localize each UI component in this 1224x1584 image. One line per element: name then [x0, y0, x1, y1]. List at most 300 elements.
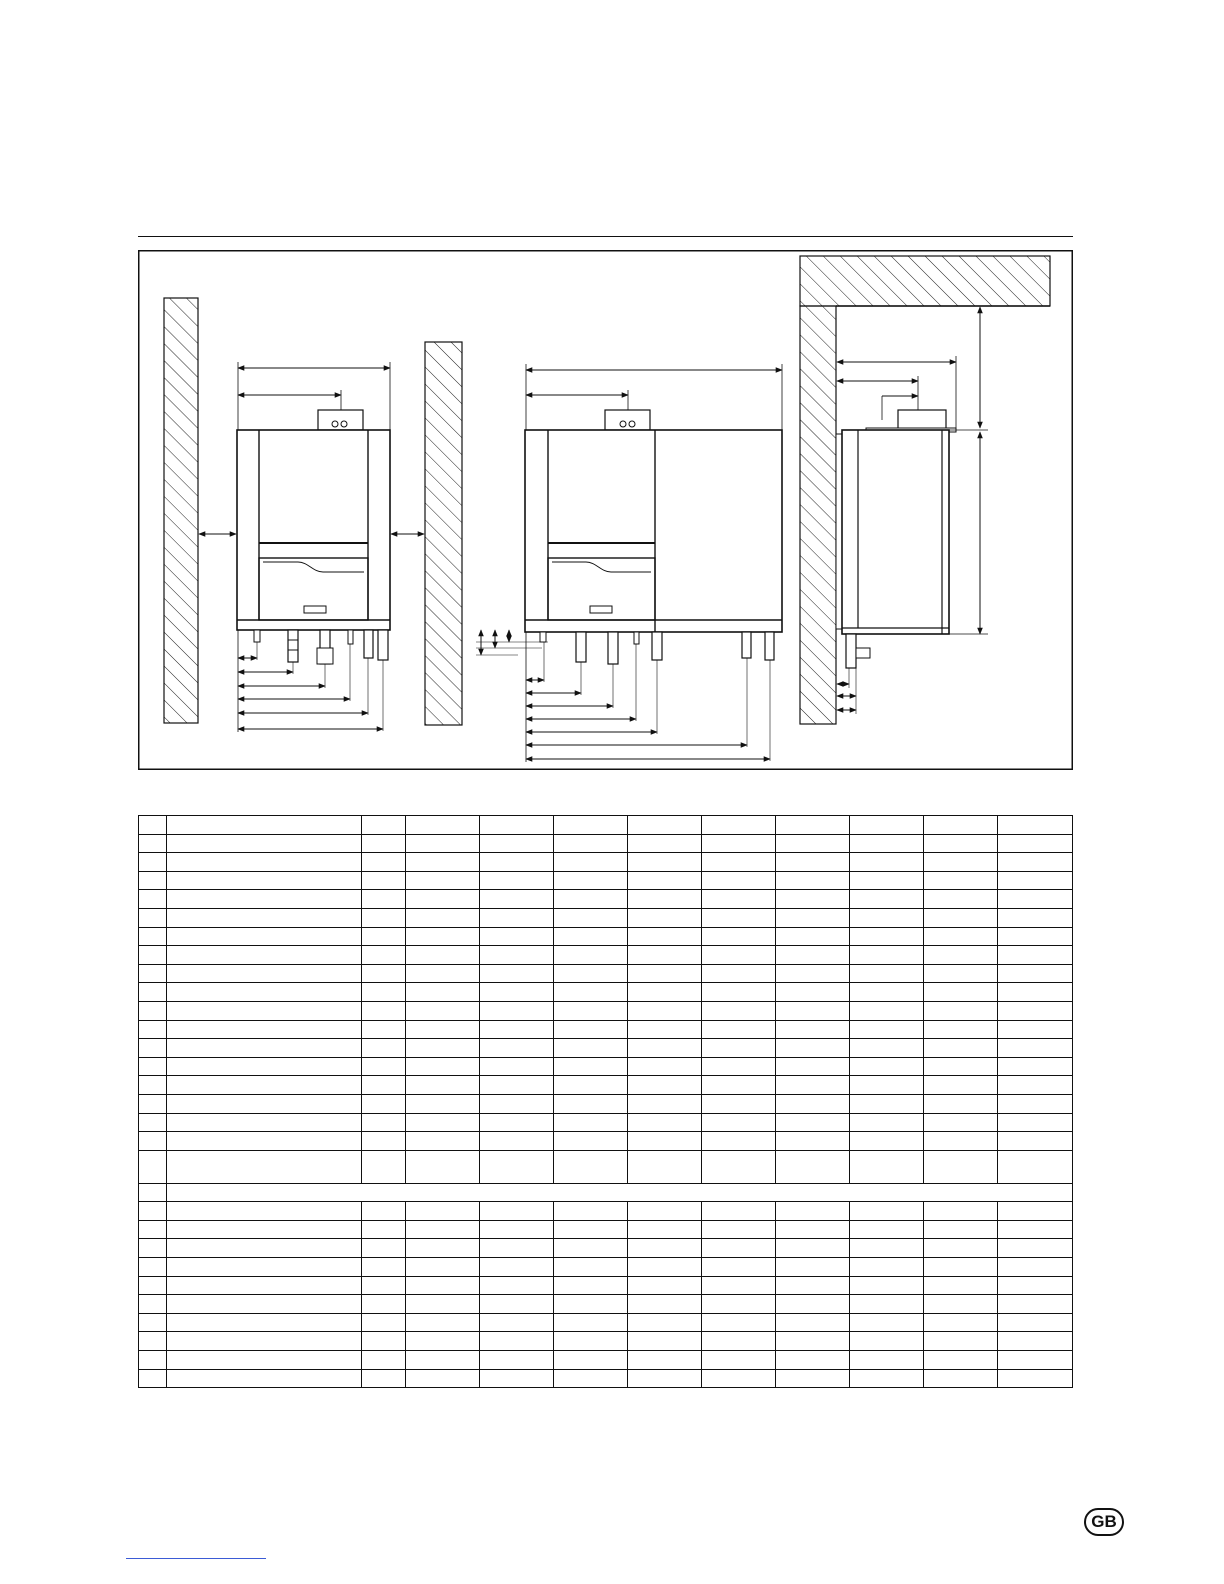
table-cell [554, 1150, 628, 1183]
table-cell [480, 1332, 554, 1351]
table-cell [362, 834, 406, 853]
table-row [139, 890, 1073, 909]
top-rule [138, 236, 1073, 237]
flue-collar-3 [898, 410, 946, 430]
table-cell [554, 908, 628, 927]
table-cell [139, 1020, 167, 1039]
table-cell [362, 1150, 406, 1183]
table-cell [554, 834, 628, 853]
table-cell [998, 1332, 1073, 1351]
table-cell [628, 1313, 702, 1332]
table-row [139, 1369, 1073, 1388]
table-row [139, 816, 1073, 835]
left-wall [164, 298, 198, 723]
table-row [139, 1057, 1073, 1076]
table-cell [850, 1076, 924, 1095]
table-row [139, 1113, 1073, 1132]
table-cell [628, 1369, 702, 1388]
table-cell [628, 1276, 702, 1295]
table-cell [139, 871, 167, 890]
table-cell [998, 964, 1073, 983]
table-cell [628, 1351, 702, 1370]
table-cell [167, 1150, 362, 1183]
table-cell [998, 1076, 1073, 1095]
table-cell [167, 927, 362, 946]
table-cell [924, 1202, 998, 1221]
table-cell [139, 1113, 167, 1132]
table-cell [554, 1039, 628, 1058]
table-cell [924, 834, 998, 853]
table-cell [167, 1020, 362, 1039]
table-cell [554, 1094, 628, 1113]
table-cell [406, 946, 480, 965]
table-cell [362, 964, 406, 983]
table-cell [850, 890, 924, 909]
table-cell [702, 1057, 776, 1076]
table-cell [139, 834, 167, 853]
table-cell [362, 1001, 406, 1020]
table-cell [554, 964, 628, 983]
table-cell [554, 816, 628, 835]
table-cell [776, 1076, 850, 1095]
table-row [139, 1150, 1073, 1183]
table-cell [850, 871, 924, 890]
table-cell [139, 1239, 167, 1258]
table-cell [167, 1094, 362, 1113]
table-cell [628, 834, 702, 853]
table-cell [776, 1113, 850, 1132]
table-cell [480, 1020, 554, 1039]
flue-collar [318, 410, 363, 430]
table-cell [554, 1132, 628, 1151]
table-cell [139, 964, 167, 983]
table-cell [362, 1202, 406, 1221]
table-cell [924, 1295, 998, 1314]
table-cell [139, 1295, 167, 1314]
table-cell [362, 927, 406, 946]
table-cell [139, 1150, 167, 1183]
table-cell [850, 1001, 924, 1020]
table-cell [362, 1132, 406, 1151]
table-cell [998, 1276, 1073, 1295]
table-cell [554, 1202, 628, 1221]
table-cell [702, 1276, 776, 1295]
table-cell [998, 946, 1073, 965]
table-cell [776, 1313, 850, 1332]
table-cell [924, 853, 998, 872]
table-cell [776, 946, 850, 965]
table-cell [776, 1001, 850, 1020]
table-cell [362, 1313, 406, 1332]
table-cell [998, 1295, 1073, 1314]
table-cell [998, 1369, 1073, 1388]
table-cell [924, 1258, 998, 1277]
table-cell [480, 890, 554, 909]
table-row [139, 983, 1073, 1002]
table-cell [850, 1369, 924, 1388]
table-cell [167, 946, 362, 965]
table-cell [362, 1369, 406, 1388]
table-cell [480, 1132, 554, 1151]
table-cell [167, 1057, 362, 1076]
table-cell [554, 890, 628, 909]
table-cell [850, 908, 924, 927]
table-cell [406, 1220, 480, 1239]
table-cell [998, 927, 1073, 946]
table-cell [924, 1369, 998, 1388]
table-cell [362, 1094, 406, 1113]
table-cell [554, 1220, 628, 1239]
table-cell [998, 1020, 1073, 1039]
table-cell [776, 908, 850, 927]
table-cell [850, 1113, 924, 1132]
table-cell [702, 1351, 776, 1370]
table-cell [628, 1039, 702, 1058]
table-cell [362, 1113, 406, 1132]
table-cell [924, 1332, 998, 1351]
table-cell [628, 890, 702, 909]
table-cell [628, 1113, 702, 1132]
table-cell [628, 1076, 702, 1095]
table-cell [998, 1001, 1073, 1020]
table-cell [702, 1313, 776, 1332]
table-cell [924, 964, 998, 983]
table-cell [924, 1001, 998, 1020]
table-cell [850, 1020, 924, 1039]
table-cell [362, 983, 406, 1002]
table-row [139, 1202, 1073, 1221]
table-cell [480, 1258, 554, 1277]
table-cell [776, 983, 850, 1002]
table-cell [702, 816, 776, 835]
table-cell [406, 1057, 480, 1076]
table-cell [406, 1113, 480, 1132]
table-cell [850, 816, 924, 835]
table-cell [850, 1332, 924, 1351]
country-badge: GB [1084, 1508, 1124, 1536]
table-cell [167, 1295, 362, 1314]
table-cell [702, 1094, 776, 1113]
table-cell [850, 927, 924, 946]
table-cell [554, 853, 628, 872]
table-cell [776, 1276, 850, 1295]
table-cell [702, 1369, 776, 1388]
table-cell [139, 1202, 167, 1221]
table-cell [480, 1113, 554, 1132]
table-cell [167, 871, 362, 890]
table-cell [139, 816, 167, 835]
table-cell [362, 871, 406, 890]
table-row [139, 1220, 1073, 1239]
table-cell [406, 1258, 480, 1277]
table-cell [850, 946, 924, 965]
table-cell [702, 1239, 776, 1258]
table-row [139, 1239, 1073, 1258]
table-cell [628, 1239, 702, 1258]
table-cell [776, 816, 850, 835]
table-cell [406, 1295, 480, 1314]
table-cell [139, 853, 167, 872]
table-cell [628, 1202, 702, 1221]
table-cell [139, 1076, 167, 1095]
table-cell [850, 1313, 924, 1332]
table-cell [998, 1313, 1073, 1332]
table-cell [998, 1057, 1073, 1076]
table-cell [480, 964, 554, 983]
table-cell [702, 1295, 776, 1314]
table-cell [167, 1220, 362, 1239]
table-cell [628, 853, 702, 872]
table-cell [628, 1132, 702, 1151]
table-cell [139, 1057, 167, 1076]
table-cell [362, 816, 406, 835]
table-cell [850, 1220, 924, 1239]
table-cell [702, 1076, 776, 1095]
table-cell [998, 890, 1073, 909]
table-cell [406, 1369, 480, 1388]
table-cell [776, 964, 850, 983]
table-cell [406, 853, 480, 872]
table-cell [480, 1202, 554, 1221]
table-cell [628, 1295, 702, 1314]
table-cell [480, 1001, 554, 1020]
table-cell [702, 853, 776, 872]
table-cell [480, 1295, 554, 1314]
table-body [139, 816, 1073, 1388]
table-cell [480, 946, 554, 965]
table-cell [362, 1220, 406, 1239]
table-cell [480, 1039, 554, 1058]
table-cell [554, 1313, 628, 1332]
specification-table [138, 815, 1073, 1388]
table-cell [702, 1220, 776, 1239]
middle-wall [425, 342, 462, 725]
table-cell [139, 1220, 167, 1239]
table-cell [480, 1094, 554, 1113]
table-cell [480, 983, 554, 1002]
table-cell [998, 1150, 1073, 1183]
table-row [139, 1020, 1073, 1039]
table-cell [702, 871, 776, 890]
table-cell [406, 871, 480, 890]
table-cell [924, 816, 998, 835]
table-row [139, 1332, 1073, 1351]
table-row [139, 927, 1073, 946]
table-cell [998, 1258, 1073, 1277]
table-cell [628, 946, 702, 965]
table-cell [998, 1351, 1073, 1370]
table-cell [702, 1039, 776, 1058]
table-cell [702, 1332, 776, 1351]
table-cell [167, 1276, 362, 1295]
table-cell [924, 983, 998, 1002]
table-row [139, 1313, 1073, 1332]
table-cell [776, 927, 850, 946]
table-cell [998, 1094, 1073, 1113]
table-cell [480, 1276, 554, 1295]
table-cell [924, 1039, 998, 1058]
table-cell [850, 1239, 924, 1258]
table-cell [850, 1039, 924, 1058]
table-cell [554, 927, 628, 946]
table-cell [702, 1202, 776, 1221]
table-cell [776, 1202, 850, 1221]
table-row [139, 1001, 1073, 1020]
table-cell [480, 1313, 554, 1332]
table-row [139, 964, 1073, 983]
table-cell [406, 983, 480, 1002]
table-cell [362, 1076, 406, 1095]
table-cell [139, 1001, 167, 1020]
table-cell [167, 1351, 362, 1370]
table-cell [628, 927, 702, 946]
table-cell [139, 1351, 167, 1370]
table-cell [167, 1132, 362, 1151]
table-cell [554, 871, 628, 890]
table-cell [406, 1202, 480, 1221]
table-cell [362, 1258, 406, 1277]
table-cell [702, 964, 776, 983]
table-cell [554, 1113, 628, 1132]
table-cell [167, 834, 362, 853]
boiler-front-view [164, 298, 462, 732]
table-cell [628, 964, 702, 983]
table-cell [167, 816, 362, 835]
table-cell [702, 908, 776, 927]
table-cell [480, 908, 554, 927]
table-cell [776, 890, 850, 909]
table-cell [406, 1150, 480, 1183]
table-cell [139, 1313, 167, 1332]
table-cell [167, 1239, 362, 1258]
table-cell [139, 983, 167, 1002]
footer-underline [126, 1558, 266, 1559]
table-cell [362, 1351, 406, 1370]
table-cell [554, 1295, 628, 1314]
table-cell [702, 834, 776, 853]
table-cell [139, 1369, 167, 1388]
table-cell [139, 908, 167, 927]
table-cell [167, 1313, 362, 1332]
table-cell [139, 1183, 167, 1202]
table-cell [998, 1202, 1073, 1221]
table-cell [554, 1076, 628, 1095]
table-cell [406, 1239, 480, 1258]
table-cell [167, 1202, 362, 1221]
table-cell [362, 890, 406, 909]
table-cell [167, 908, 362, 927]
table-cell [406, 1276, 480, 1295]
table-cell [480, 834, 554, 853]
table-cell [139, 946, 167, 965]
table-cell [702, 983, 776, 1002]
table-cell [702, 1150, 776, 1183]
table-cell [139, 890, 167, 909]
table-cell [850, 964, 924, 983]
table-cell [924, 927, 998, 946]
table-cell [480, 927, 554, 946]
table-cell [998, 1039, 1073, 1058]
table-cell [776, 1258, 850, 1277]
table-cell [924, 871, 998, 890]
table-cell [554, 946, 628, 965]
table-cell [702, 927, 776, 946]
table-cell [776, 1132, 850, 1151]
table-cell [924, 1276, 998, 1295]
table-cell [167, 1076, 362, 1095]
table-cell [628, 1094, 702, 1113]
table-cell [406, 816, 480, 835]
table-cell [480, 1220, 554, 1239]
table-cell [776, 1094, 850, 1113]
table-cell [362, 853, 406, 872]
table-cell [998, 816, 1073, 835]
table-cell [924, 946, 998, 965]
table-cell [924, 890, 998, 909]
table-cell [776, 871, 850, 890]
dimension-drawing [138, 250, 1073, 770]
table-cell [480, 1150, 554, 1183]
table-cell [776, 1057, 850, 1076]
table-row [139, 1295, 1073, 1314]
table-cell [480, 1369, 554, 1388]
table-cell [554, 1276, 628, 1295]
table-row [139, 1183, 1073, 1202]
flue-collar-2 [605, 410, 650, 430]
table-row [139, 834, 1073, 853]
table-cell [362, 1332, 406, 1351]
table-cell [628, 1220, 702, 1239]
table-cell [850, 1202, 924, 1221]
table-cell [480, 871, 554, 890]
table-cell [702, 1001, 776, 1020]
table-cell [480, 1351, 554, 1370]
table-cell [554, 983, 628, 1002]
table-cell [628, 1258, 702, 1277]
table-cell [776, 1351, 850, 1370]
table-cell [362, 1239, 406, 1258]
table-cell [850, 1351, 924, 1370]
table-cell [406, 1332, 480, 1351]
table-row [139, 1258, 1073, 1277]
table-cell [998, 1220, 1073, 1239]
table-cell [850, 853, 924, 872]
table-cell [702, 1132, 776, 1151]
table-cell [776, 1332, 850, 1351]
table-cell [480, 853, 554, 872]
table-cell [554, 1351, 628, 1370]
table-cell [850, 983, 924, 1002]
table-cell [924, 908, 998, 927]
table-cell [406, 964, 480, 983]
table-cell [924, 1313, 998, 1332]
table-cell [924, 1076, 998, 1095]
table-cell [998, 1113, 1073, 1132]
table-cell [998, 871, 1073, 890]
table-cell [139, 1094, 167, 1113]
table-cell [776, 1239, 850, 1258]
table-cell [776, 1369, 850, 1388]
table-row [139, 1351, 1073, 1370]
table-row [139, 1039, 1073, 1058]
table-cell [776, 1295, 850, 1314]
table-cell [362, 1057, 406, 1076]
table-row [139, 1094, 1073, 1113]
table-cell [139, 1258, 167, 1277]
table-cell [139, 927, 167, 946]
table-cell [776, 1150, 850, 1183]
table-cell [167, 890, 362, 909]
